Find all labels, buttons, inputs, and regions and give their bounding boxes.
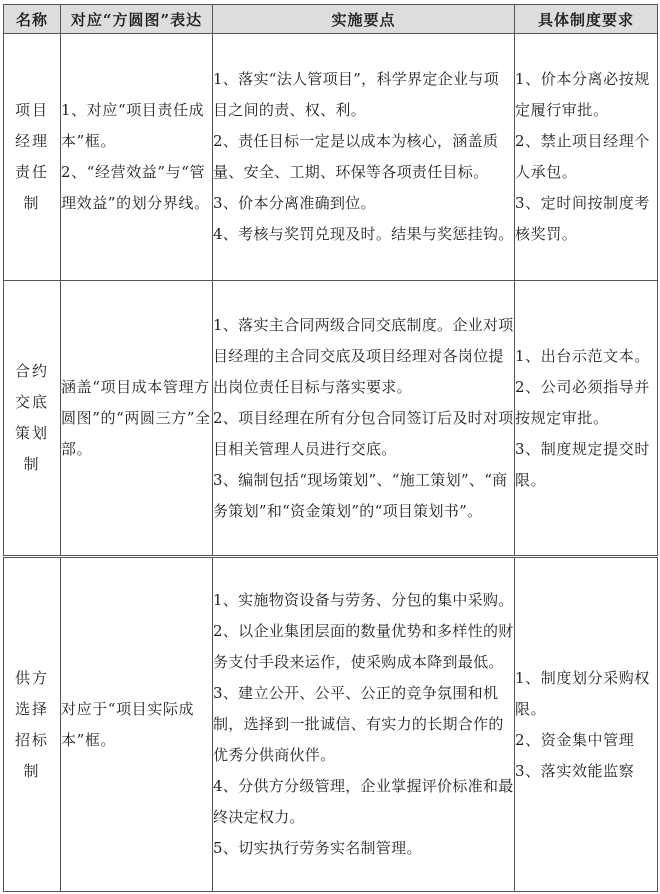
point-item: 2、以企业集团层面的数量优势和多样性的财务支付手段来运作，使采购成本降到最低。 xyxy=(213,622,514,671)
table-row xyxy=(4,281,658,557)
table-row xyxy=(4,557,658,892)
requirements-cell xyxy=(515,557,658,892)
row-name: 合约交底策划制 xyxy=(15,362,50,473)
table-row xyxy=(4,34,658,281)
system-table xyxy=(3,4,658,892)
requirement-item: 2、禁止项目经理个人承包。 xyxy=(515,132,650,181)
fangyuan-item: 对应于“项目实际成本”框。 xyxy=(61,699,195,749)
point-item: 3、价本分离准确到位。 xyxy=(213,194,376,212)
point-item: 1、落实“法人管项目”，科学界定企业与项目之间的责、权、利。 xyxy=(213,70,499,119)
fangyuan-item: 1、对应“项目责任成本”框。 xyxy=(61,101,205,150)
point-item: 2、责任目标一定是以成本为核心，涵盖质量、安全、工期、环保等各项责任目标。 xyxy=(213,132,499,181)
point-item: 5、切实执行劳务实名制管理。 xyxy=(213,839,422,857)
requirement-item: 1、制度划分采购权限。 xyxy=(515,668,650,718)
row-name: 供方选择招标制 xyxy=(15,668,50,780)
point-item: 1、落实主合同两级合同交底制度。企业对项目经理的主合同交底及项目经理对各岗位提出岗位责任目标与落实要求。 xyxy=(213,315,514,396)
point-item: 4、考核与奖罚兑现及时。结果与奖惩挂钩。 xyxy=(213,225,514,243)
fangyuan-cell xyxy=(61,557,213,892)
fangyuan-item: 涵盖“项目成本管理方圆图”的“两圆三方”全部。 xyxy=(61,377,211,458)
row-name-cell xyxy=(4,557,61,892)
point-item: 2、项目经理在所有分包合同签订后及时对项目相关管理人员进行交底。 xyxy=(213,408,514,458)
points-cell xyxy=(213,557,515,892)
header-fangyuan: 对应“方圆图”表达 xyxy=(61,5,213,34)
header-requirements: 具体制度要求 xyxy=(515,5,658,34)
header-name: 名称 xyxy=(4,5,61,34)
requirements-cell xyxy=(515,34,658,281)
requirement-item: 3、落实效能监察 xyxy=(515,761,635,780)
row-name: 项目经理责任制 xyxy=(15,101,50,212)
requirement-item: 1、价本分离必按规定履行审批。 xyxy=(515,70,650,119)
requirement-item: 3、制度规定提交时限。 xyxy=(515,439,650,489)
fangyuan-item: 2、“经营效益”与“管理效益”的划分界线。 xyxy=(61,163,210,212)
fangyuan-cell xyxy=(61,281,213,557)
requirement-item: 3、定时间按制度考核奖罚。 xyxy=(515,194,650,243)
point-item: 3、建立公开、公平、公正的竞争氛围和机制，选择到一批诚信、有实力的长期合作的优秀分供商伙伴。 xyxy=(213,684,504,764)
requirement-item: 1、出台示范文本。 xyxy=(515,346,650,365)
point-item: 4、分供方分级管理，企业掌握评价标准和最终决定权力。 xyxy=(213,777,514,826)
requirement-item: 2、公司必须指导并按规定审批。 xyxy=(515,377,650,427)
requirements-cell xyxy=(515,281,658,557)
row-name-cell xyxy=(4,34,61,281)
point-item: 1、实施物资设备与劳务、分包的集中采购。 xyxy=(213,591,514,609)
row-name-cell xyxy=(4,281,61,557)
points-cell xyxy=(213,281,515,557)
points-cell xyxy=(213,34,515,281)
header-points: 实施要点 xyxy=(213,5,515,34)
header-row xyxy=(4,5,658,34)
requirement-item: 2、资金集中管理 xyxy=(515,730,635,749)
fangyuan-cell xyxy=(61,34,213,281)
point-item: 3、编制包括“现场策划”、“施工策划”、“商务策划”和“资金策划”的“项目策划书”。 xyxy=(213,470,508,520)
